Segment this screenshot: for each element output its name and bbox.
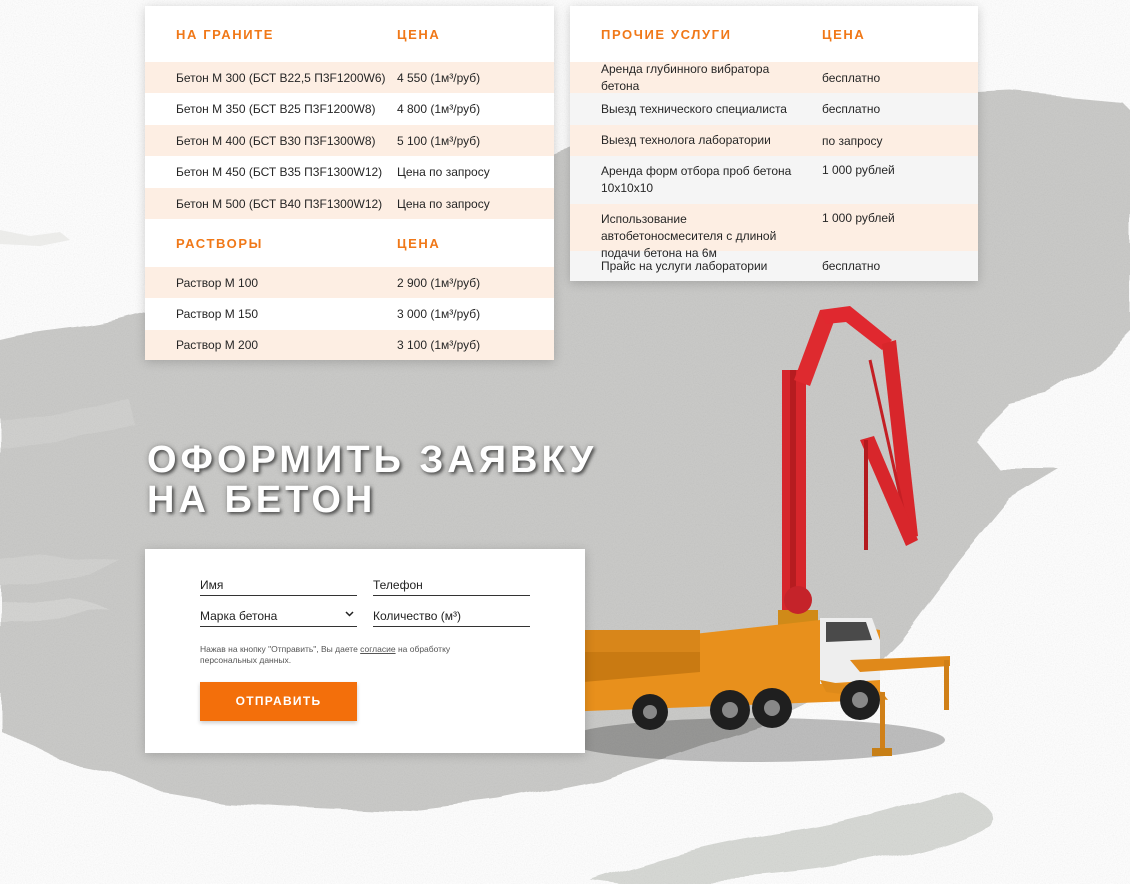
quantity-input[interactable] [373,607,530,627]
phone-input[interactable] [373,576,530,596]
row-name: Использование автобетоносмесителя с длиной подачи бетона на 6м [601,212,777,260]
consent-text [200,644,500,666]
row-price: бесплатно [822,70,881,85]
row-price: Цена по запросу [397,165,490,179]
consent-text-end: на обработку персональных данных. [200,644,451,665]
concrete-pump-truck-image [520,300,960,770]
row-name: Выезд технолога лаборатории [601,133,771,147]
table-row [145,267,554,298]
order-heading-line2: НА БЕТОН [147,479,377,521]
table-row [570,125,978,156]
row-price: бесплатно [822,102,881,116]
table-row [145,330,554,360]
row-name: Бетон М 350 (БСТ В25 П3F1200W8) [176,102,376,116]
chevron-down-icon [344,607,355,625]
granite-table-header [145,6,554,62]
row-name: Раствор М 150 [176,307,259,321]
row-name: Аренда форм отбора проб бетона 10x10x10 [601,164,792,195]
services-table-header [570,6,978,62]
table-row [145,62,554,93]
name-input[interactable] [200,576,357,596]
granite-header-price: ЦЕНА [397,26,441,42]
row-price: 1 000 рублей [822,211,895,225]
quantity-input-placeholder: Количество (м³) [373,609,462,623]
concrete-price-card [145,6,554,360]
table-row [145,188,554,219]
row-name: Выезд технического специалиста [601,101,787,116]
solutions-header-name: РАСТВОРЫ [176,235,263,251]
granite-header-name: НА ГРАНИТЕ [176,26,275,42]
table-row [145,298,554,330]
services-price-card [570,6,978,281]
row-name: Раствор М 100 [176,275,259,290]
order-heading-line1: ОФОРМИТЬ ЗАЯВКУ [147,439,598,481]
row-price: Цена по запросу [397,196,490,211]
row-price: по запросу [822,133,883,148]
services-header-price: ЦЕНА [822,26,866,42]
table-row [145,125,554,156]
solutions-table-header [145,219,554,267]
row-name: Бетон М 500 (БСТ В40 П3F1300W12) [176,196,383,211]
row-price: 2 900 (1м³/руб) [397,275,481,290]
submit-button[interactable]: ОТПРАВИТЬ [200,682,357,721]
grade-select-value: Марка бетона [200,609,278,623]
table-row [570,62,978,93]
row-name: Раствор М 200 [176,338,259,352]
phone-input-placeholder: Телефон [373,578,423,592]
row-name: Бетон М 400 (БСТ В30 П3F1300W8) [176,133,376,148]
row-name: Бетон М 300 (БСТ В22,5 П3F1200W6) [176,70,386,85]
table-row [570,204,978,260]
concrete-grade-select[interactable] [200,607,357,627]
row-price: 1 000 рублей [822,163,895,177]
row-name: Бетон М 450 (БСТ В35 П3F1300W12) [176,165,383,179]
consent-link[interactable]: согласие [360,644,396,654]
row-price: бесплатно [822,259,881,273]
order-form [145,549,585,753]
name-input-placeholder: Имя [200,578,224,592]
services-header-name: ПРОЧИЕ УСЛУГИ [601,26,732,42]
table-row [145,93,554,125]
row-price: 5 100 (1м³/руб) [397,133,481,148]
table-row [145,156,554,188]
consent-text-start: Нажав на кнопку "Отправить", Вы даете [200,644,361,654]
row-price: 3 000 (1м³/руб) [397,307,481,321]
row-price: 4 550 (1м³/руб) [397,70,481,85]
row-price: 3 100 (1м³/руб) [397,338,481,352]
row-name: Прайс на услуги лаборатории [601,258,768,273]
solutions-header-price: ЦЕНА [397,235,441,251]
row-price: 4 800 (1м³/руб) [397,102,481,116]
table-row [570,156,978,204]
row-name: Аренда глубинного вибратора бетона [601,61,770,93]
table-row [570,93,978,125]
